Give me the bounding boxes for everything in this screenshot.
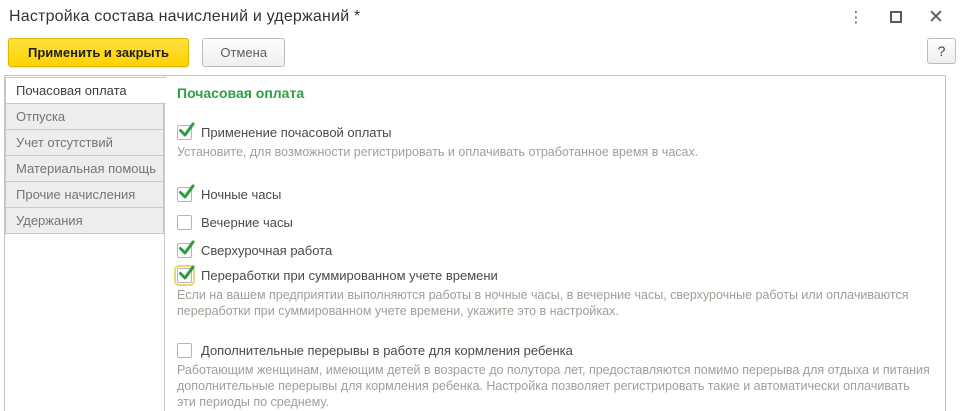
checkbox-box	[177, 268, 192, 283]
hint-overtime: Если на вашем предприятии выполняются работы в ночные часы, в вечерние часы, сверхурочные работы или оплачиваются переработки при суммированном учете времени, укажите это в настройках.	[177, 287, 909, 318]
checkmark-icon	[178, 240, 195, 257]
checkmark-icon	[178, 184, 195, 201]
checkbox-box	[177, 215, 192, 230]
checkbox-box	[177, 187, 192, 202]
hint-feeding-breaks: Работающим женщинам, имеющим детей в возрасте до полутора лет, предоставляются помимо перерыва для отдыха и питания дополнительные перерывы для кормления ребенка. Настройка позволяет регистрировать такие и автоматически оплачивать эти периоды по среднему.	[177, 363, 930, 409]
close-icon: ✕	[928, 6, 944, 28]
checkmark-icon	[178, 122, 195, 139]
checkbox-box	[177, 125, 192, 140]
window-title: Настройка состава начислений и удержаний *	[9, 8, 361, 25]
kebab-icon: ⋮	[848, 8, 864, 26]
maximize-icon	[890, 11, 902, 23]
checkbox-box	[177, 243, 192, 258]
tab-content-hourly-pay	[165, 76, 945, 411]
checkbox-night-hours[interactable]	[177, 187, 931, 202]
tab-absence-tracking[interactable]: Учет отсутствий	[5, 129, 164, 156]
tab-other-accruals[interactable]: Прочие начисления	[5, 181, 164, 208]
settings-panel	[4, 75, 946, 411]
tab-material-aid[interactable]: Материальная помощь	[5, 155, 164, 182]
section-heading: Почасовая оплата	[177, 85, 305, 101]
title-bar	[0, 0, 961, 34]
checkbox-label: Дополнительные перерывы в работе для кормления ребенка	[201, 343, 573, 359]
checkbox-feeding-breaks[interactable]	[177, 343, 931, 358]
apply-and-close-button[interactable]: Применить и закрыть	[8, 38, 189, 67]
checkbox-label: Вечерние часы	[201, 214, 293, 230]
checkbox-label: Переработки при суммированном учете времени	[201, 267, 498, 283]
checkbox-evening-hours[interactable]	[177, 215, 931, 230]
maximize-button[interactable]	[883, 6, 909, 28]
checkbox-hourly-pay-usage[interactable]	[177, 125, 931, 140]
checkbox-box	[177, 343, 192, 358]
window-controls	[843, 6, 949, 28]
tab-deductions[interactable]: Удержания	[5, 207, 164, 234]
close-button[interactable]	[923, 6, 949, 28]
cancel-button[interactable]: Отмена	[202, 38, 285, 67]
checkbox-overtime-work[interactable]	[177, 243, 931, 258]
hint-hourly-pay: Установите, для возможности регистрировать и оплачивать отработанное время в часах.	[177, 145, 699, 159]
toolbar	[8, 38, 956, 66]
help-button[interactable]: ?	[927, 38, 956, 64]
more-menu-button[interactable]	[843, 6, 869, 28]
tab-hourly-pay[interactable]: Почасовая оплата	[5, 77, 166, 104]
checkbox-label: Сверхурочная работа	[201, 242, 333, 258]
checkbox-summarized-overtime[interactable]	[177, 268, 931, 283]
checkmark-icon	[178, 265, 195, 282]
sidebar-tabs	[5, 76, 165, 411]
checkbox-label: Ночные часы	[201, 186, 282, 202]
checkbox-label: Применение почасовой оплаты	[201, 125, 392, 140]
tab-vacations[interactable]: Отпуска	[5, 103, 164, 130]
